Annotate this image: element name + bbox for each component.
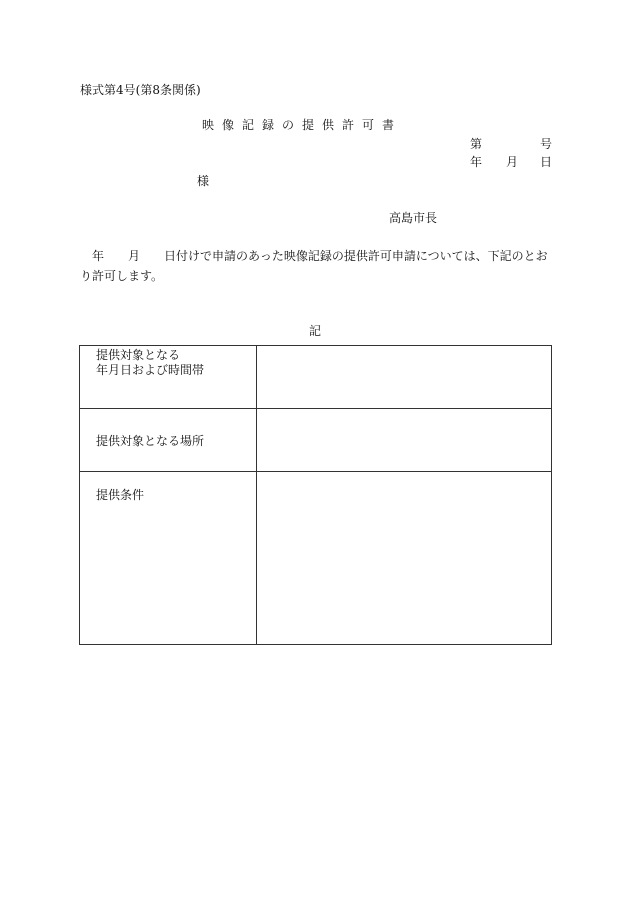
label-line: 提供対象となる — [96, 348, 181, 362]
date-year: 年 — [470, 155, 483, 169]
ki-heading: 記 — [309, 324, 322, 338]
details-table — [79, 345, 552, 645]
document-title: 映像記録の提供許可書 — [202, 118, 403, 132]
label-line: 提供対象となる場所 — [96, 434, 205, 448]
row-label-location — [80, 409, 257, 472]
date-day: 日 — [539, 155, 552, 169]
row-value-date-time[interactable] — [257, 346, 552, 409]
table-row — [80, 409, 552, 472]
row-value-location[interactable] — [257, 409, 552, 472]
label-line: 提供条件 — [96, 488, 145, 502]
table-row — [80, 472, 552, 645]
row-label-conditions — [80, 472, 257, 645]
addressee-suffix: 様 — [197, 174, 210, 188]
row-label-date-time — [80, 346, 257, 409]
table-row — [80, 346, 552, 409]
number-prefix: 第 — [470, 137, 483, 151]
form-number: 様式第4号(第8条関係) — [80, 83, 201, 97]
row-value-conditions[interactable] — [257, 472, 552, 645]
body-text: 年 月 日付けで申請のあった映像記録の提供許可申請については、下記のとおり許可します。 — [80, 249, 548, 283]
issuer-name: 高島市長 — [389, 211, 438, 225]
number-suffix: 号 — [539, 137, 552, 151]
date-month: 月 — [506, 155, 519, 169]
label-line: 年月日および時間帯 — [96, 363, 205, 377]
